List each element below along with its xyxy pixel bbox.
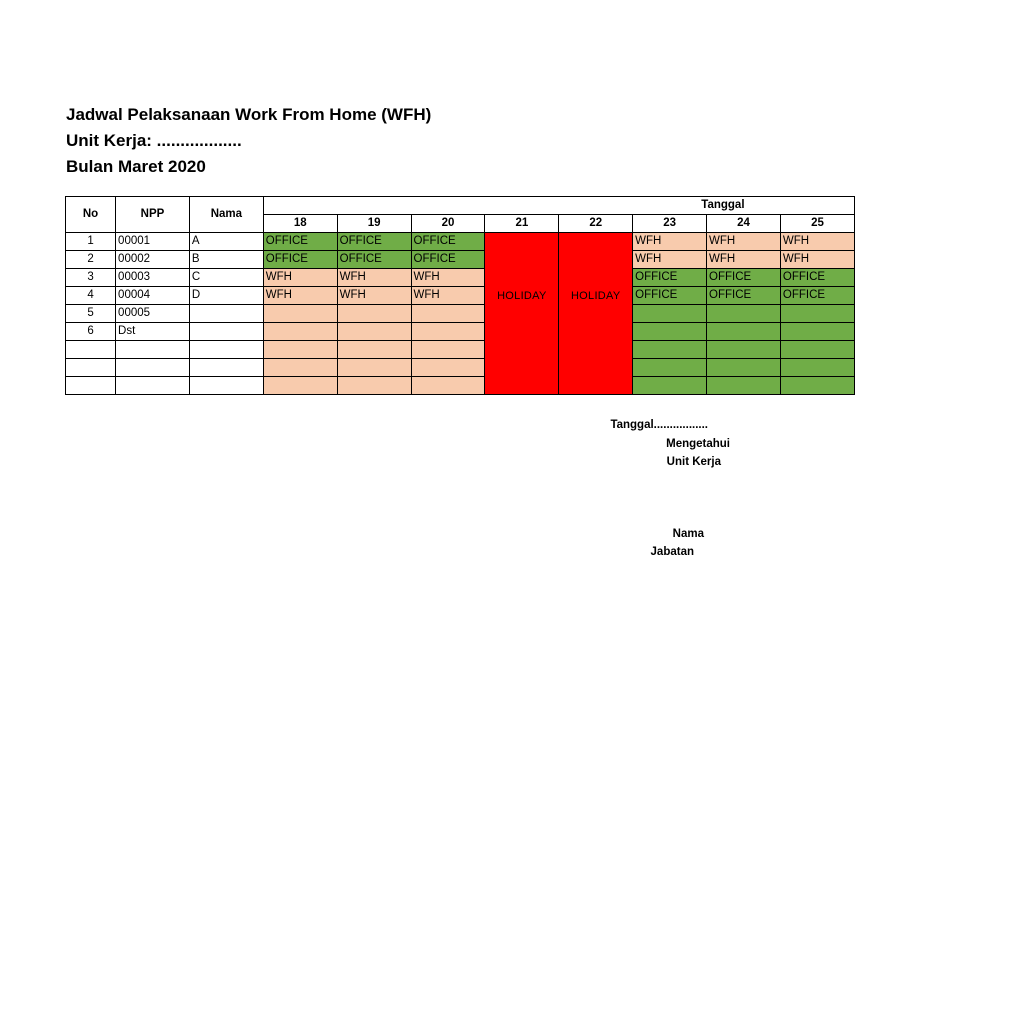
cell-schedule[interactable]: WFH: [263, 287, 337, 305]
table-row: [66, 269, 855, 287]
cell-nama[interactable]: [189, 305, 263, 323]
cell-schedule[interactable]: [263, 305, 337, 323]
cell-npp[interactable]: 00001: [116, 233, 190, 251]
signature-acknowledged: Mengetahui: [666, 438, 730, 450]
signature-block: [0, 414, 730, 564]
cell-schedule[interactable]: [411, 341, 485, 359]
cell-schedule[interactable]: [780, 377, 854, 395]
cell-schedule[interactable]: [633, 359, 707, 377]
cell-nama[interactable]: [189, 359, 263, 377]
date-header: 24: [707, 215, 781, 233]
header-no: No: [66, 197, 116, 233]
table-row: [66, 305, 855, 323]
cell-schedule[interactable]: OFFICE: [411, 233, 485, 251]
cell-schedule[interactable]: [633, 323, 707, 341]
cell-no[interactable]: 6: [66, 323, 116, 341]
cell-schedule[interactable]: OFFICE: [263, 233, 337, 251]
cell-schedule[interactable]: [780, 305, 854, 323]
header-tanggal: [263, 197, 854, 215]
cell-schedule[interactable]: WFH: [707, 251, 781, 269]
cell-schedule[interactable]: [707, 323, 781, 341]
cell-schedule[interactable]: WFH: [337, 287, 411, 305]
header-npp: NPP: [116, 197, 190, 233]
holiday-label: HOLIDAY: [497, 290, 547, 302]
header-tanggal-label: Tanggal: [701, 199, 745, 211]
cell-schedule[interactable]: OFFICE: [780, 269, 854, 287]
cell-schedule[interactable]: [411, 305, 485, 323]
cell-npp[interactable]: 00004: [116, 287, 190, 305]
cell-no[interactable]: 2: [66, 251, 116, 269]
cell-schedule[interactable]: [780, 323, 854, 341]
cell-schedule[interactable]: WFH: [633, 233, 707, 251]
cell-schedule[interactable]: OFFICE: [780, 287, 854, 305]
cell-schedule[interactable]: [633, 341, 707, 359]
cell-schedule[interactable]: [780, 359, 854, 377]
cell-schedule[interactable]: [633, 377, 707, 395]
cell-schedule[interactable]: [263, 377, 337, 395]
cell-schedule[interactable]: WFH: [411, 269, 485, 287]
cell-schedule[interactable]: [263, 359, 337, 377]
cell-schedule[interactable]: WFH: [337, 269, 411, 287]
cell-npp[interactable]: Dst: [116, 323, 190, 341]
cell-schedule[interactable]: [707, 359, 781, 377]
cell-nama[interactable]: [189, 377, 263, 395]
cell-schedule[interactable]: [337, 323, 411, 341]
cell-schedule[interactable]: [707, 377, 781, 395]
cell-nama[interactable]: C: [189, 269, 263, 287]
table-row: [66, 341, 855, 359]
unit-kerja-line: Unit Kerja: ..................: [66, 131, 242, 150]
cell-nama[interactable]: A: [189, 233, 263, 251]
cell-no[interactable]: [66, 377, 116, 395]
cell-schedule[interactable]: OFFICE: [707, 269, 781, 287]
document-title: Jadwal Pelaksanaan Work From Home (WFH): [66, 105, 432, 124]
date-header: 22: [559, 215, 633, 233]
cell-no[interactable]: [66, 341, 116, 359]
cell-npp[interactable]: [116, 359, 190, 377]
cell-schedule[interactable]: WFH: [633, 251, 707, 269]
cell-npp[interactable]: 00002: [116, 251, 190, 269]
cell-npp[interactable]: [116, 377, 190, 395]
cell-no[interactable]: 3: [66, 269, 116, 287]
table-row: [66, 287, 855, 305]
cell-nama[interactable]: D: [189, 287, 263, 305]
table-row: [66, 359, 855, 377]
cell-schedule[interactable]: [411, 377, 485, 395]
cell-no[interactable]: 4: [66, 287, 116, 305]
cell-schedule[interactable]: [633, 305, 707, 323]
signature-date: Tanggal.................: [610, 419, 708, 431]
cell-no[interactable]: [66, 359, 116, 377]
header-nama: Nama: [189, 197, 263, 233]
date-header: 20: [411, 215, 485, 233]
cell-npp[interactable]: [116, 341, 190, 359]
cell-schedule[interactable]: [707, 341, 781, 359]
cell-schedule[interactable]: WFH: [263, 269, 337, 287]
table-row: [66, 251, 855, 269]
cell-schedule[interactable]: OFFICE: [633, 269, 707, 287]
cell-schedule[interactable]: WFH: [780, 233, 854, 251]
schedule-table-viewport: [65, 196, 826, 398]
cell-schedule[interactable]: [337, 341, 411, 359]
signature-unit: Unit Kerja: [666, 456, 721, 468]
cell-schedule[interactable]: [780, 341, 854, 359]
cell-schedule[interactable]: [411, 323, 485, 341]
cell-schedule[interactable]: OFFICE: [337, 233, 411, 251]
cell-schedule[interactable]: WFH: [780, 251, 854, 269]
cell-schedule[interactable]: [337, 359, 411, 377]
cell-schedule[interactable]: WFH: [707, 233, 781, 251]
signature-position: Jabatan: [650, 546, 694, 558]
cell-nama[interactable]: [189, 341, 263, 359]
cell-schedule[interactable]: [263, 341, 337, 359]
title-block: [66, 102, 431, 180]
header-row-top: [66, 197, 855, 215]
cell-schedule[interactable]: OFFICE: [337, 251, 411, 269]
cell-schedule[interactable]: OFFICE: [263, 251, 337, 269]
cell-schedule[interactable]: [337, 377, 411, 395]
cell-no[interactable]: 1: [66, 233, 116, 251]
cell-schedule[interactable]: OFFICE: [411, 251, 485, 269]
cell-no[interactable]: 5: [66, 305, 116, 323]
holiday-cell-22[interactable]: [559, 233, 633, 395]
cell-schedule[interactable]: [337, 305, 411, 323]
date-header: 18: [263, 215, 337, 233]
cell-npp[interactable]: 00005: [116, 305, 190, 323]
cell-schedule[interactable]: OFFICE: [633, 287, 707, 305]
schedule-table: [65, 196, 855, 395]
date-header: 19: [337, 215, 411, 233]
cell-schedule[interactable]: WFH: [411, 287, 485, 305]
cell-nama[interactable]: B: [189, 251, 263, 269]
date-header: 23: [633, 215, 707, 233]
table-row: [66, 323, 855, 341]
holiday-cell-21[interactable]: [485, 233, 559, 395]
cell-schedule[interactable]: [707, 305, 781, 323]
signature-name: Nama: [672, 528, 704, 540]
cell-schedule[interactable]: OFFICE: [707, 287, 781, 305]
cell-schedule[interactable]: [411, 359, 485, 377]
date-header: 21: [485, 215, 559, 233]
cell-npp[interactable]: 00003: [116, 269, 190, 287]
cell-nama[interactable]: [189, 323, 263, 341]
date-header: 25: [780, 215, 854, 233]
table-row: [66, 377, 855, 395]
month-line: Bulan Maret 2020: [66, 157, 206, 176]
table-row: [66, 233, 855, 251]
holiday-label: HOLIDAY: [570, 290, 621, 302]
cell-schedule[interactable]: [263, 323, 337, 341]
